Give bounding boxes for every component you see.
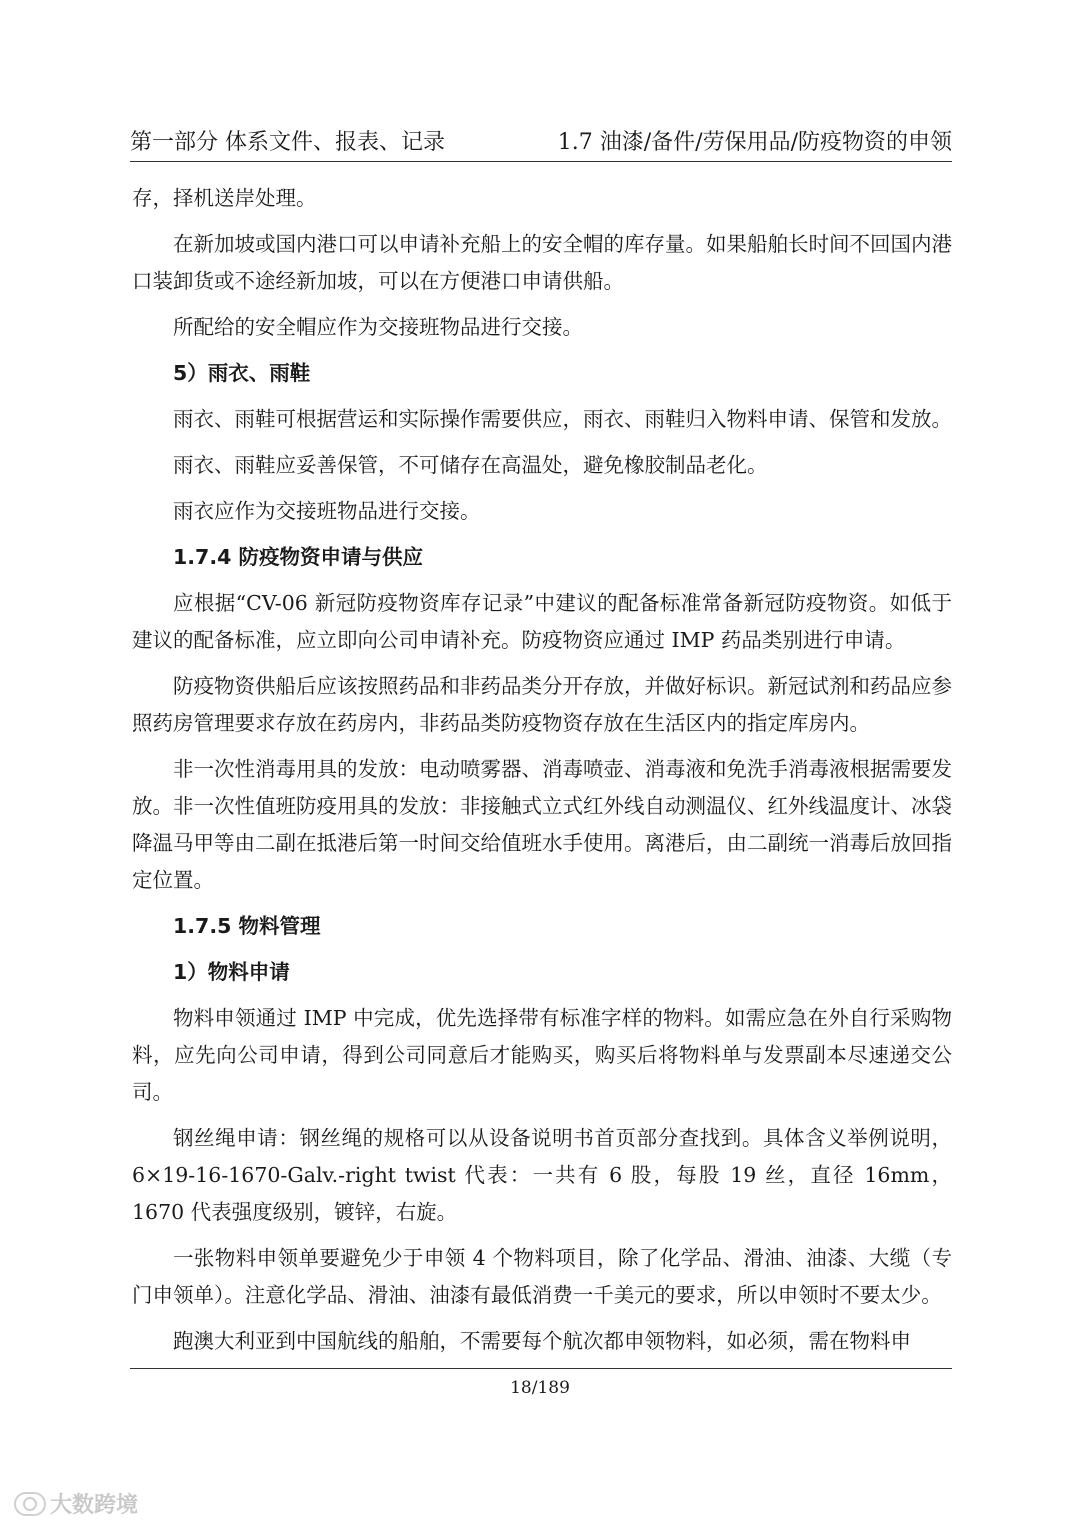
paragraph: 钢丝绳申请：钢丝绳的规格可以从设备说明书首页部分查找到。具体含义举例说明，6×19-16-1670-Galv.-right twist 代表：一共有 6 股，每股 19 丝，直径 16mm，1670 代表强度级别，镀锌，右旋。 <box>132 1126 952 1224</box>
watermark-logo-icon <box>14 1492 46 1516</box>
header-chapter-title: 1.7 油漆/备件/劳保用品/防疫物资的申领 <box>557 130 952 155</box>
paragraph: 存，择机送岸处理。 <box>132 186 317 210</box>
paragraph: 非一次性消毒用具的发放：电动喷雾器、消毒喷壶、消毒液和免洗手消毒液根据需要发放。非一次性值班防疫用具的发放：非接触式立式红外线自动测温仪、红外线温度计、冰袋降温马甲等由二副在抵港后第一时间交给值班水手使用。离港后，由二副统一消毒后放回指定位置。 <box>132 757 952 892</box>
page-number: 18/189 <box>510 1378 570 1398</box>
header-divider <box>130 161 952 162</box>
watermark <box>14 1488 138 1519</box>
paragraph: 在新加坡或国内港口可以申请补充船上的安全帽的库存量。如果船舶长时间不回国内港口装卸货或不途经新加坡，可以在方便港口申请供船。 <box>132 232 952 293</box>
paragraph: 雨衣、雨鞋可根据营运和实际操作需要供应，雨衣、雨鞋归入物料申请、保管和发放。 <box>173 407 952 431</box>
paragraph: 所配给的安全帽应作为交接班物品进行交接。 <box>173 315 583 339</box>
paragraph: 雨衣应作为交接班物品进行交接。 <box>173 499 481 523</box>
watermark-text: 大数跨境 <box>50 1493 139 1518</box>
page-header <box>130 126 952 162</box>
paragraph: 应根据“CV-06 新冠防疫物资库存记录”中建议的配备标准常备新冠防疫物资。如低于建议的配备标准，应立即向公司申请补充。防疫物资应通过 IMP 药品类别进行申请。 <box>132 591 952 652</box>
section-heading-1-7-5: 1.7.5 物料管理 <box>173 914 321 938</box>
paragraph: 防疫物资供船后应该按照药品和非药品类分开存放，并做好标识。新冠试剂和药品应参照药房管理要求存放在药房内，非药品类防疫物资存放在生活区内的指定库房内。 <box>132 674 952 735</box>
subheading-raincoat: 5）雨衣、雨鞋 <box>173 361 311 385</box>
subheading-material-request: 1）物料申请 <box>173 960 290 984</box>
paragraph: 物料申领通过 IMP 中完成，优先选择带有标准字样的物料。如需应急在外自行采购物料，应先向公司申请，得到公司同意后才能购买，购买后将物料单与发票副本尽速递交公司。 <box>132 1006 952 1104</box>
footer-divider <box>130 1368 952 1369</box>
paragraph: 一张物料申领单要避免少于申领 4 个物料项目，除了化学品、滑油、油漆、大缆（专门申领单）。注意化学品、滑油、油漆有最低消费一千美元的要求，所以申领时不要太少。 <box>132 1246 952 1307</box>
header-section-title: 第一部分 体系文件、报表、记录 <box>130 130 445 155</box>
paragraph: 跑澳大利亚到中国航线的船舶，不需要每个航次都申领物料，如必须，需在物料申 <box>173 1329 911 1353</box>
section-heading-1-7-4: 1.7.4 防疫物资申请与供应 <box>173 545 424 569</box>
paragraph: 雨衣、雨鞋应妥善保管，不可储存在高温处，避免橡胶制品老化。 <box>173 453 768 477</box>
document-body <box>132 180 952 1369</box>
